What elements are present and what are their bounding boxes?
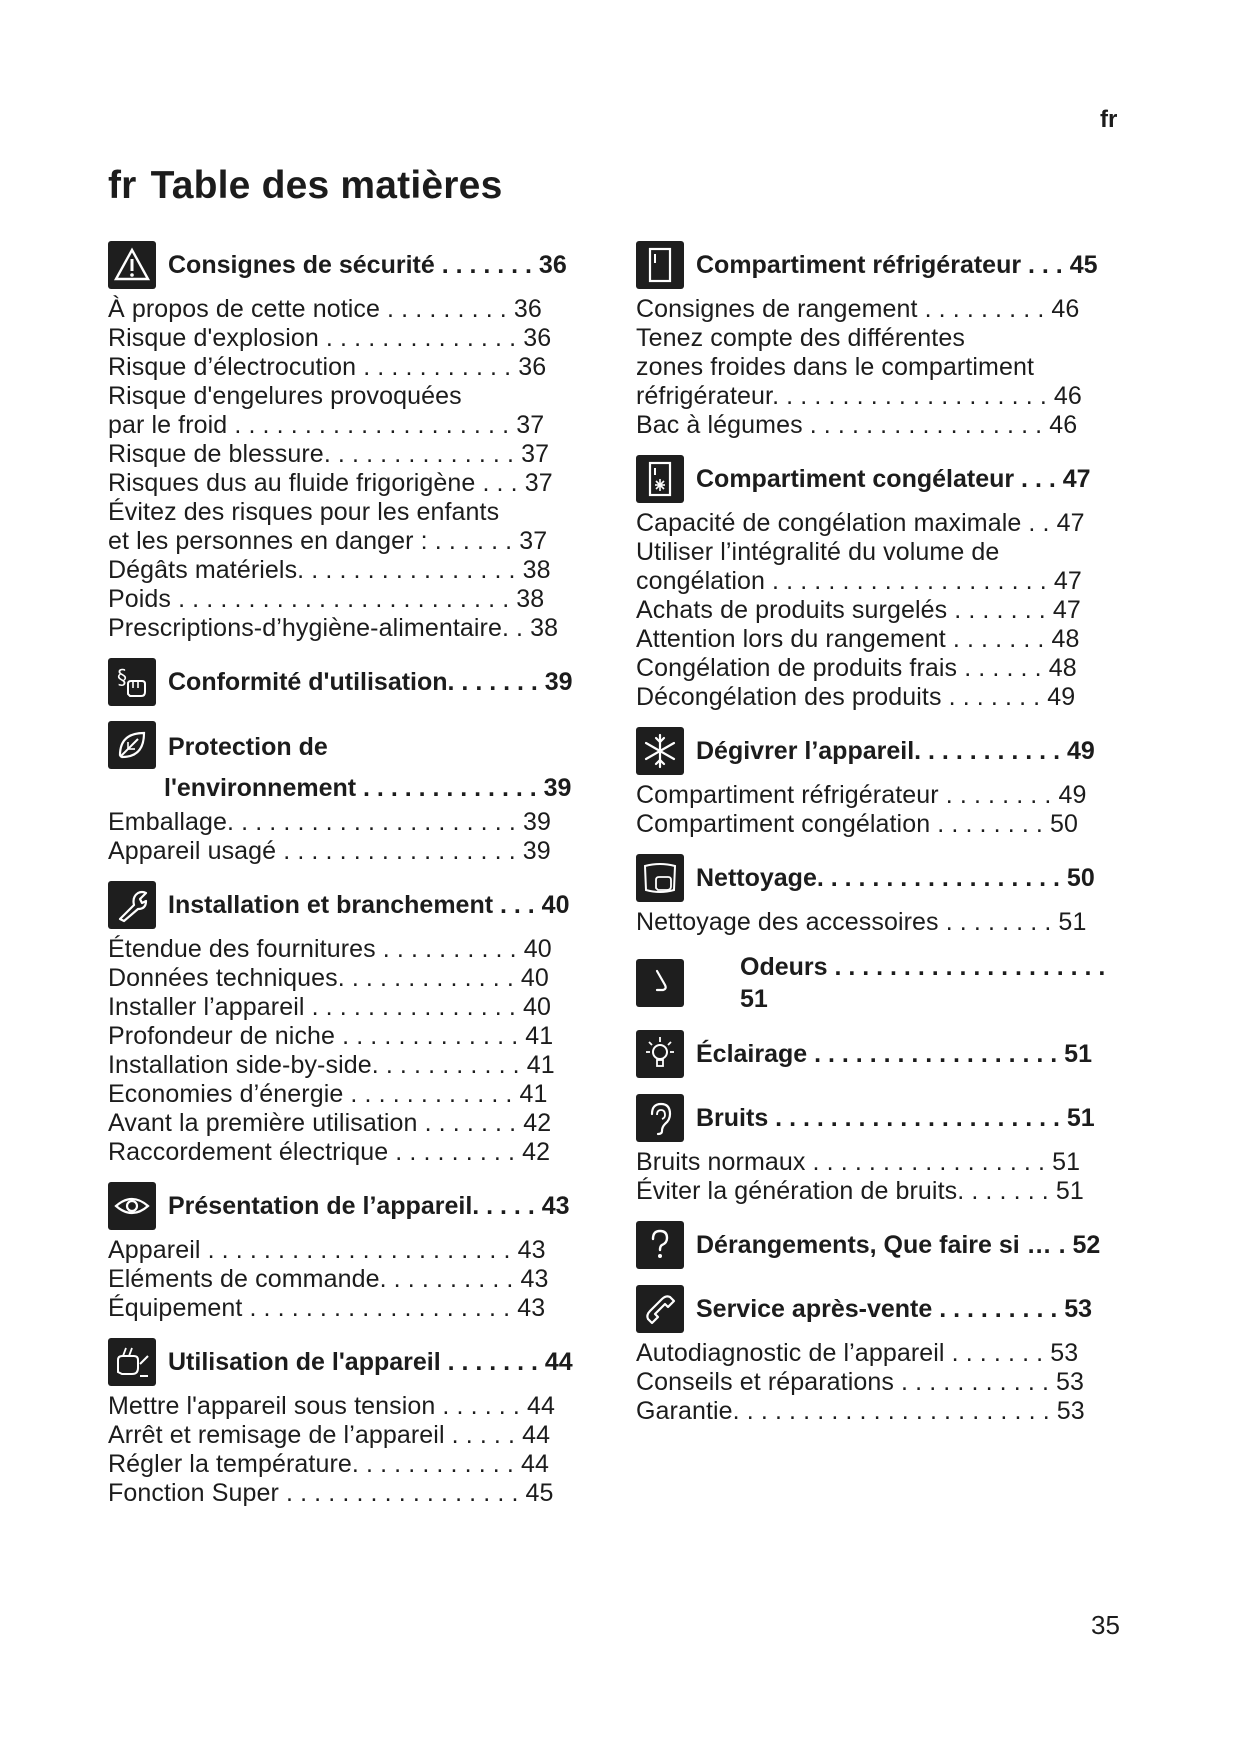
- toc-section-presentation: [108, 1181, 596, 1323]
- toc-entry[interactable]: Risque de blessure. . . . . . . . . . . . . . 37: [108, 440, 550, 468]
- toc-entry[interactable]: Achats de produits surgelés . . . . . . . 47: [636, 596, 1081, 624]
- toc-entry[interactable]: Conseils et réparations . . . . . . . . . . . 53: [636, 1368, 1085, 1396]
- toc-entry[interactable]: Décongélation des produits . . . . . . . 49: [636, 683, 1076, 711]
- toc-section-odours: [636, 951, 1125, 1015]
- toc-heading-text: Odeurs . . . . . . . . . . . . . . . . . . . . 51: [740, 953, 1106, 1013]
- toc-entry[interactable]: Raccordement électrique . . . . . . . . . 42: [108, 1138, 551, 1166]
- title-language-code: fr: [108, 164, 137, 207]
- toc-entry[interactable]: Éviter la génération de bruits. . . . . . . 51: [636, 1177, 1084, 1205]
- toc-entry[interactable]: Autodiagnostic de l’appareil . . . . . . . 53: [636, 1339, 1079, 1367]
- nose-icon: [636, 959, 684, 1007]
- toc-entry[interactable]: Arrêt et remisage de l’appareil . . . . . 44: [108, 1421, 551, 1449]
- toc-entry[interactable]: Données techniques. . . . . . . . . . . . . 40: [108, 964, 549, 992]
- cleaning-cloth-icon: [636, 854, 684, 902]
- toc-heading-text: Consignes de sécurité . . . . . . . 36: [168, 251, 567, 279]
- regulation-hand-icon: [108, 658, 156, 706]
- question-icon: [636, 1221, 684, 1269]
- toc-section-conformity: [108, 657, 596, 707]
- toc-entry[interactable]: Profondeur de niche . . . . . . . . . . . . . 41: [108, 1022, 554, 1050]
- toc-entry[interactable]: Installer l’appareil . . . . . . . . . . . . . . . 40: [108, 993, 551, 1021]
- toc-heading-security[interactable]: [108, 240, 596, 290]
- toc-left-column: [108, 240, 596, 1522]
- svg-text:§: §: [117, 665, 127, 689]
- toc-section-security: [108, 240, 596, 643]
- toc-section-fridge: [636, 240, 1125, 440]
- toc-heading-cleaning[interactable]: [636, 853, 1125, 903]
- toc-heading-text: Présentation de l’appareil. . . . . 43: [168, 1192, 570, 1220]
- toc-entry[interactable]: zones froides dans le compartiment: [636, 353, 1035, 381]
- toc-section-cleaning: [636, 853, 1125, 937]
- toc-section-usage: [108, 1337, 596, 1508]
- toc-heading-text: Dégivrer l’appareil. . . . . . . . . . . 49: [696, 737, 1095, 765]
- toc-entry[interactable]: et les personnes en danger : . . . . . . 37: [108, 527, 548, 555]
- toc-entry[interactable]: Fonction Super . . . . . . . . . . . . . . . . . 45: [108, 1479, 554, 1507]
- toc-entry[interactable]: Bac à légumes . . . . . . . . . . . . . . . . . 46: [636, 411, 1078, 439]
- toc-entry[interactable]: congélation . . . . . . . . . . . . . . . . . . . . 47: [636, 567, 1082, 595]
- toc-entry[interactable]: Risque d'explosion . . . . . . . . . . . . . . 36: [108, 324, 552, 352]
- toc-heading-text: Compartiment réfrigérateur . . . 45: [696, 251, 1098, 279]
- toc-section-environment: [108, 721, 596, 866]
- toc-entry[interactable]: Risque d’électrocution . . . . . . . . . . . 36: [108, 353, 547, 381]
- toc-section-lighting: [636, 1029, 1125, 1079]
- toc-heading-text: Nettoyage. . . . . . . . . . . . . . . . . . 50: [696, 864, 1095, 892]
- toc-entry[interactable]: Avant la première utilisation . . . . . . . 42: [108, 1109, 552, 1137]
- fridge-icon: [636, 241, 684, 289]
- toc-section-installation: [108, 880, 596, 1167]
- toc-heading-defrost[interactable]: [636, 726, 1125, 776]
- leaf-icon: [108, 721, 156, 769]
- toc-heading-text: Utilisation de l'appareil . . . . . . . 44: [168, 1348, 573, 1376]
- toc-heading-fridge[interactable]: [636, 240, 1125, 290]
- toc-entry[interactable]: Étendue des fournitures . . . . . . . . . . 40: [108, 935, 552, 963]
- toc-heading-conformity[interactable]: [108, 657, 596, 707]
- toc-entry[interactable]: Nettoyage des accessoires . . . . . . . . 51: [636, 908, 1087, 936]
- toc-entry[interactable]: Emballage. . . . . . . . . . . . . . . . . . . . . 39: [108, 808, 551, 836]
- wrench-icon: [108, 881, 156, 929]
- toc-heading-continuation[interactable]: l'environnement . . . . . . . . . . . . . 39: [164, 774, 572, 802]
- toc-entry[interactable]: Appareil usagé . . . . . . . . . . . . . . . . . 39: [108, 837, 551, 865]
- toc-entry[interactable]: Compartiment réfrigérateur . . . . . . . . 49: [636, 781, 1087, 809]
- toc-section-defrost: [636, 726, 1125, 839]
- toc-section-noises: [636, 1093, 1125, 1206]
- toc-entry[interactable]: Régler la température. . . . . . . . . . . . 44: [108, 1450, 549, 1478]
- toc-entry[interactable]: Risque d'engelures provoquées: [108, 382, 462, 410]
- light-bulb-icon: [636, 1030, 684, 1078]
- toc-entry[interactable]: Utiliser l’intégralité du volume de: [636, 538, 1000, 566]
- toc-entry[interactable]: Évitez des risques pour les enfants: [108, 498, 500, 526]
- toc-entry[interactable]: Attention lors du rangement . . . . . . . 48: [636, 625, 1080, 653]
- toc-entry[interactable]: Garantie. . . . . . . . . . . . . . . . . . . . . . . 53: [636, 1397, 1085, 1425]
- toc-heading-installation[interactable]: [108, 880, 596, 930]
- toc-heading-usage[interactable]: [108, 1337, 596, 1387]
- toc-entry[interactable]: Prescriptions-d’hygiène-alimentaire. . 38: [108, 614, 559, 642]
- hand-operate-icon: [108, 1338, 156, 1386]
- phone-icon: [636, 1285, 684, 1333]
- toc-heading-text: Éclairage . . . . . . . . . . . . . . . . . . 51: [696, 1040, 1092, 1068]
- toc-section-troubleshooting: [636, 1220, 1125, 1270]
- title-text: Table des matières: [150, 164, 503, 207]
- toc-entry[interactable]: Economies d’énergie . . . . . . . . . . . . 41: [108, 1080, 548, 1108]
- toc-heading-text: Service après-vente . . . . . . . . . 53: [696, 1295, 1093, 1323]
- toc-heading-text: Dérangements, Que faire si … . 52: [696, 1231, 1101, 1259]
- ear-icon: [636, 1094, 684, 1142]
- toc-entry[interactable]: Appareil . . . . . . . . . . . . . . . . . . . . . . 43: [108, 1236, 546, 1264]
- toc-entry[interactable]: réfrigérateur. . . . . . . . . . . . . . . . . . . . 46: [636, 382, 1082, 410]
- toc-heading-troubleshooting[interactable]: [636, 1220, 1125, 1270]
- toc-right-column: [636, 240, 1125, 1440]
- toc-entry[interactable]: Installation side-by-side. . . . . . . . . . . 41: [108, 1051, 555, 1079]
- toc-entry[interactable]: Risques dus au fluide frigorigène . . . 37: [108, 469, 553, 497]
- toc-section-service: [636, 1284, 1125, 1426]
- toc-entry[interactable]: Tenez compte des différentes: [636, 324, 965, 352]
- toc-section-freezer: [636, 454, 1125, 712]
- toc-entry[interactable]: Capacité de congélation maximale . . 47: [636, 509, 1085, 537]
- language-tag: fr: [1100, 106, 1118, 133]
- toc-heading-lighting[interactable]: [636, 1029, 1125, 1079]
- toc-entry[interactable]: Poids . . . . . . . . . . . . . . . . . . . . . . . . 38: [108, 585, 545, 613]
- toc-heading-odours[interactable]: [636, 951, 1125, 1015]
- toc-heading-freezer[interactable]: [636, 454, 1125, 504]
- toc-heading-text: Protection de: [168, 733, 328, 761]
- toc-heading-environment[interactable]: [108, 721, 596, 771]
- freezer-icon: [636, 455, 684, 503]
- page-number: 35: [1091, 1610, 1120, 1640]
- toc-entry[interactable]: Bruits normaux . . . . . . . . . . . . . . . . . 51: [636, 1148, 1081, 1176]
- toc-entry[interactable]: Dégâts matériels. . . . . . . . . . . . . . . . 38: [108, 556, 551, 584]
- snowflake-icon: [636, 727, 684, 775]
- toc-heading-service[interactable]: [636, 1284, 1125, 1334]
- toc-entry[interactable]: À propos de cette notice . . . . . . . . . 36: [108, 295, 542, 323]
- toc-entry[interactable]: Mettre l'appareil sous tension . . . . . . 44: [108, 1392, 555, 1420]
- toc-entry[interactable]: Équipement . . . . . . . . . . . . . . . . . . . 43: [108, 1294, 546, 1322]
- toc-entry[interactable]: Compartiment congélation . . . . . . . . 50: [636, 810, 1079, 838]
- eye-icon: [108, 1182, 156, 1230]
- toc-heading-text: Conformité d'utilisation. . . . . . . 39: [168, 668, 573, 696]
- toc-heading-text: Installation et branchement . . . 40: [168, 891, 570, 919]
- toc-entry[interactable]: Consignes de rangement . . . . . . . . . 46: [636, 295, 1080, 323]
- warning-icon: [108, 241, 156, 289]
- toc-heading-text: Bruits . . . . . . . . . . . . . . . . . . . . . 51: [696, 1104, 1095, 1132]
- toc-entry[interactable]: Congélation de produits frais . . . . . . 48: [636, 654, 1077, 682]
- toc-heading-text: Compartiment congélateur . . . 47: [696, 465, 1091, 493]
- toc-heading-presentation[interactable]: [108, 1181, 596, 1231]
- page-title: [108, 164, 502, 208]
- toc-entry[interactable]: Eléments de commande. . . . . . . . . . 43: [108, 1265, 549, 1293]
- toc-heading-noises[interactable]: [636, 1093, 1125, 1143]
- toc-entry[interactable]: par le froid . . . . . . . . . . . . . . . . . . . . 37: [108, 411, 545, 439]
